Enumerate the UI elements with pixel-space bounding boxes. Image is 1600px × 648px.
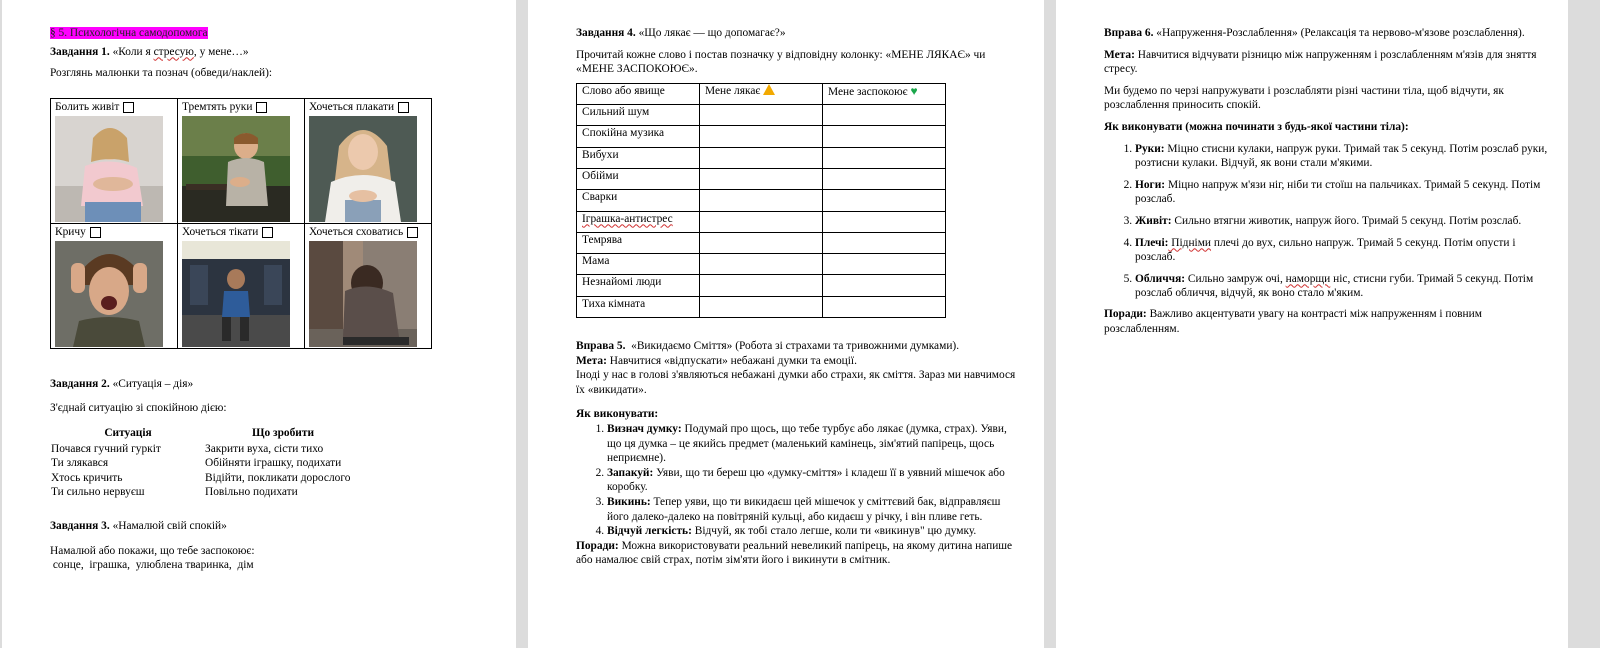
table-row: Незнайомі люди [577,275,946,296]
task1-instruction: Розглянь малюнки та познач (обведи/наклей): [50,67,273,80]
list-item: 2. Запакуй: Уяви, що ти береш цю «думку-сміття» і кладеш її в уявний мішечок або коробку. [607,466,1024,495]
calms-cell[interactable] [823,147,946,168]
table-row: Сварки [577,190,946,211]
girl-stomachache-photo [55,116,163,222]
section-title: § 5. Психологічна самодопомога [50,27,208,39]
grid-cell: Тремтять руки [178,98,305,223]
table-row: Ти злякався Обійняти іграшку, подихати [51,457,342,470]
table-row: Іграшка-антистрес [577,211,946,232]
checkbox[interactable] [123,102,134,113]
table-row: Обійми [577,168,946,189]
warning-icon [763,84,775,95]
calms-cell[interactable] [823,211,946,232]
ex6-steps [1104,142,1558,301]
ex5-intro: Іноді у нас в голові з'являються небажані думки або страхи, як сміття. Зараз ми навчимося їх «викидати». [576,369,1016,396]
task2-instruction: З'єднай ситуацію зі спокійною дією: [50,402,227,415]
green-heart-icon: ♥ [910,83,918,98]
scares-cell[interactable] [700,211,823,232]
scares-cell[interactable] [700,147,823,168]
calms-cell[interactable] [823,275,946,296]
table-row: Темрява [577,232,946,253]
grid-cell: Хочеться плакати [305,98,432,223]
document-page-3 [1056,0,1568,648]
boy-trembling-hands-photo [182,116,290,222]
calms-cell[interactable] [823,105,946,126]
list-item: 2. Ноги: Міцно напруж м'язи ніг, ніби ти стоїш на пальчиках. Тримай 5 секунд. Потім розслаб. [1135,178,1558,207]
ex5-goal: Мета: Навчитися «відпускати» небажані думки та емоції. [576,354,857,367]
calms-cell[interactable] [823,126,946,147]
girl-crying-photo [309,116,417,222]
boy-running-photo [182,241,290,347]
table-header-row: Слово або явище Мене лякає Мене заспокоює ♥ [577,83,946,104]
table-row: Ти сильно нервуєш Повільно подихати [51,486,298,499]
task4-instruction: Прочитай кожне слово і постав позначку у відповідну колонку: «МЕНЕ ЛЯКАЄ» чи «МЕНЕ ЗАСПОКОЮЄ». [576,48,986,76]
document-page-2 [528,0,1044,648]
symptom-image-grid [50,98,432,349]
ex6-tips: Поради: Важливо акцентувати увагу на контрасті між напруженням і повним розслабленням. [1104,307,1482,335]
scares-cell[interactable] [700,168,823,189]
grid-cell: Болить живіт [51,98,178,223]
scares-cell[interactable] [700,296,823,317]
boy-screaming-photo [55,241,163,347]
ex5-steps [576,422,1024,539]
table-row: Мама [577,254,946,275]
scares-cell[interactable] [700,275,823,296]
ex5-tips: Поради: Можна використовувати реальний невеликий папірець, на якому дитина напише або намалює свій страх, потім зім'яти його і викинути в смітник. [576,539,1013,567]
grid-cell: Хочеться тікати [178,223,305,348]
list-item: 3. Живіт: Сильно втягни животик, напруж його. Тримай 5 секунд. Потім розслаб. [1135,214,1558,229]
col-header-situation: Ситуація [104,426,152,439]
ex6-title: Вправа 6. «Напруження-Розслаблення» (Релаксація та нервово-м'язове розслаблення). [1104,27,1525,39]
calms-cell[interactable] [823,254,946,275]
grid-cell: Кричу [51,223,178,348]
calms-cell[interactable] [823,232,946,253]
scares-cell[interactable] [700,105,823,126]
list-item: 4. Відчуй легкість: Відчуй, як тобі стало легше, коли ти «викинув" цю думку. [607,524,1024,539]
scares-cell[interactable] [700,254,823,275]
grid-cell: Хочеться сховатись [305,223,432,348]
table-row: Сильний шум [577,105,946,126]
checkbox[interactable] [256,102,267,113]
table-row: Почався гучний гуркіт Закрити вуха, сісти тихо [51,442,324,455]
calms-cell[interactable] [823,168,946,189]
task3-title: Завдання 3. «Намалюй свій спокій» [50,519,227,532]
list-item: 1. Визнач думку: Подумай про щось, що тебе турбує або лякає (думка, страх). Уяви, що ця думка – це якийсь предмет (маленький камінець, зім'ятий папірець, щось неприємне). [607,422,1024,466]
ex5-title: Вправа 5. «Викидаємо Сміття» (Робота зі страхами та тривожними думками). [576,340,960,353]
task2-title: Завдання 2. «Ситуація – дія» [50,377,194,390]
fear-calm-table [576,83,946,318]
ex6-goal: Мета: Навчитися відчувати різницю між напруженням і розслабленням м'язів для зняття стресу. [1104,48,1537,76]
calms-cell[interactable] [823,190,946,211]
ex6-how-heading: Як виконувати (можна починати з будь-якої частини тіла): [1104,120,1409,133]
ex6-intro: Ми будемо по черзі напружувати і розслабляти різні частини тіла, щоб відчути, як розслаблення приносить спокій. [1104,84,1504,112]
scares-cell[interactable] [700,190,823,211]
checkbox[interactable] [407,227,418,238]
col-header-action: Що зробити [251,426,315,439]
ex5-how-heading: Як виконувати: [576,408,659,421]
table-row: Спокійна музика [577,126,946,147]
scares-cell[interactable] [700,232,823,253]
matching-table [51,426,496,500]
scares-cell[interactable] [700,126,823,147]
person-hiding-photo [309,241,417,347]
calms-cell[interactable] [823,296,946,317]
task3-line2: сонце, іграшка, улюблена тваринка, дім [50,559,254,572]
task1-title: Завдання 1. «Коли я стресую, у мене…» [50,45,249,58]
task4-title: Завдання 4. «Що лякає — що допомагає?» [576,27,786,39]
list-item: 3. Викинь: Тепер уяви, що ти викидаєш цей мішечок у сміттєвий бак, відправляєш його далеко-далеко на повітряній кульці, або кидаєш у річку, і він пливе геть. [607,495,1024,524]
document-page-1 [2,0,516,648]
table-row: Вибухи [577,147,946,168]
task3-line1: Намалюй або покажи, що тебе заспокоює: [50,544,255,557]
list-item: 4. Плечі: Підніми плечі до вух, сильно напруж. Тримай 5 секунд. Потім опусти і розслаб. [1135,236,1558,265]
checkbox[interactable] [262,227,273,238]
checkbox[interactable] [398,102,409,113]
checkbox[interactable] [90,227,101,238]
table-row: Хтось кричить Відійти, покликати дорослого [51,471,351,484]
table-row: Тиха кімната [577,296,946,317]
list-item: 1. Руки: Міцно стисни кулаки, напруж руки. Тримай так 5 секунд. Потім розслаб руки, розтисни кулаки. Відчуй, як вони стали м'якими. [1135,142,1558,171]
list-item: 5. Обличчя: Сильно замруж очі, наморщи ніс, стисни губи. Тримай 5 секунд. Потім розслаб обличчя, відчуй, як воно стало м'яким. [1135,272,1558,301]
